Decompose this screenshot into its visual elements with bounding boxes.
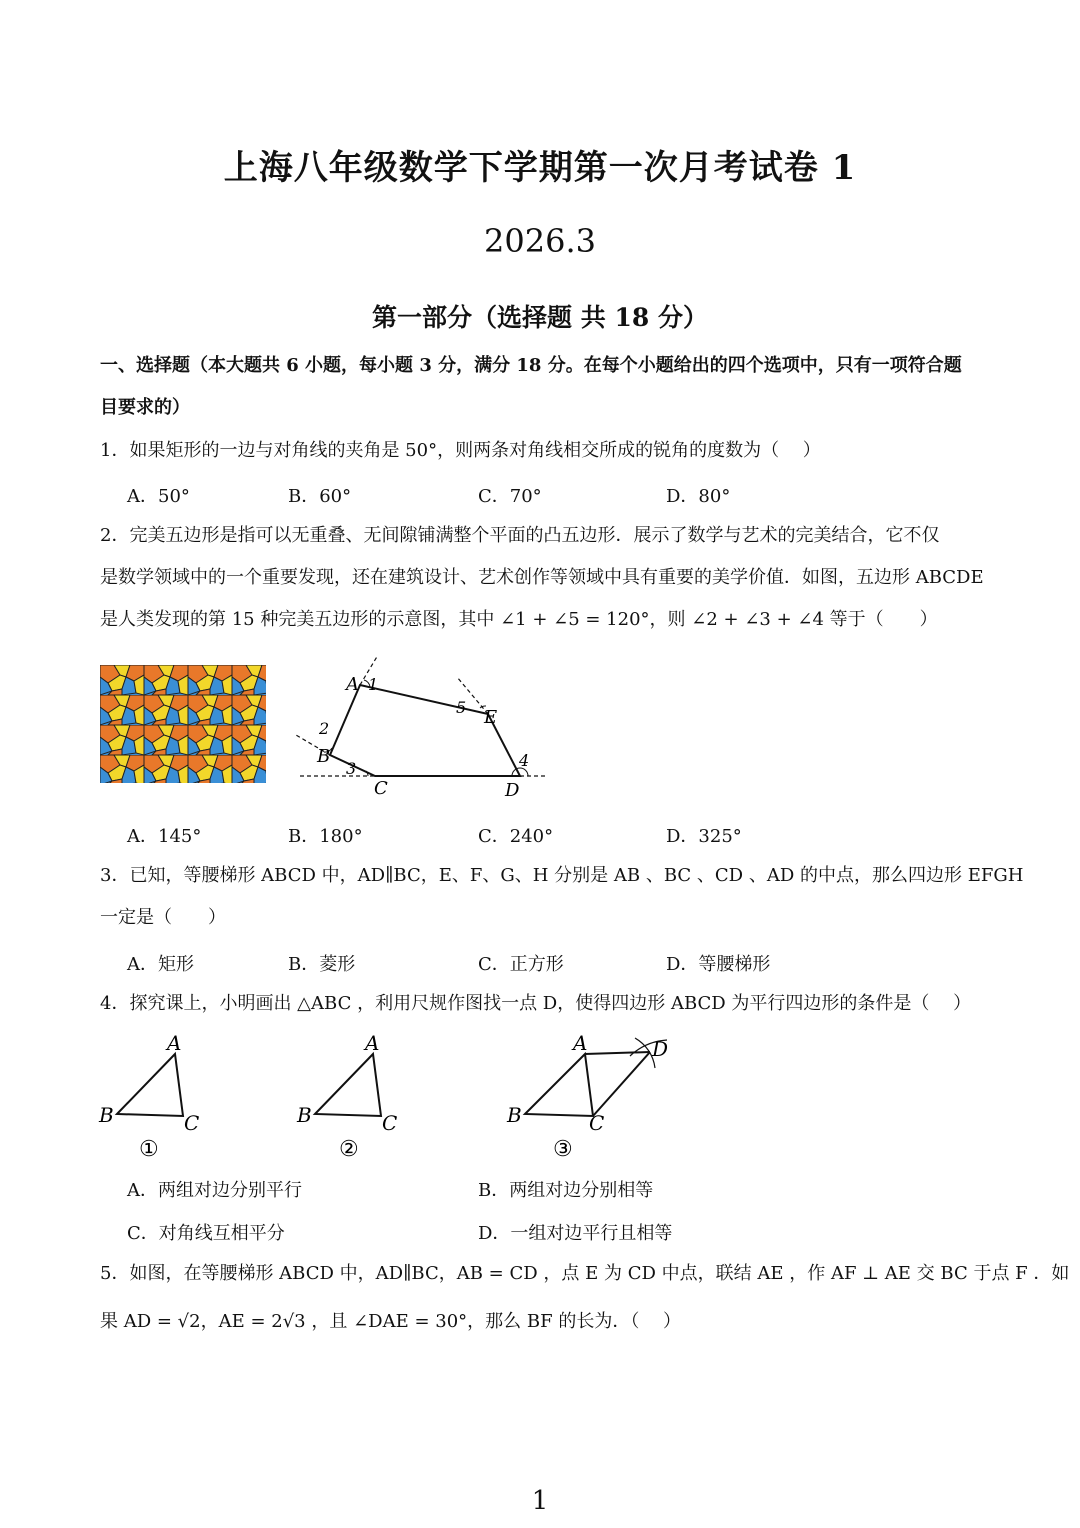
fig3-caption: ③ — [553, 1137, 573, 1162]
page-number: 1 — [531, 1486, 549, 1516]
label-angle-5: 5 — [456, 698, 467, 717]
fig2-caption: ② — [339, 1137, 359, 1162]
q3-option-b[interactable]: B．菱形 — [288, 954, 356, 975]
label-angle-3: 3 — [346, 759, 357, 778]
label-angle-1: 1 — [368, 675, 379, 694]
fig1-label-b: B — [99, 1103, 114, 1127]
q3-option-a[interactable]: A．矩形 — [127, 954, 194, 975]
q4-option-a[interactable]: A．两组对边分别平行 — [127, 1180, 302, 1201]
q4-option-d[interactable]: D．一组对边平行且相等 — [478, 1223, 673, 1244]
fig2-label-c: C — [382, 1111, 398, 1135]
triangle-construction-figures — [95, 1030, 695, 1165]
q3-option-d[interactable]: D．等腰梯形 — [666, 954, 771, 975]
label-a: A — [346, 674, 359, 695]
question-3-line-2: 一定是（ ） — [100, 907, 226, 928]
exam-date: 2026.3 — [484, 222, 596, 260]
exam-title: 上海八年级数学下学期第一次月考试卷 1 — [223, 148, 857, 188]
question-5-line-1: 5．如图，在等腰梯形 ABCD 中，AD∥BC，AB = CD ，点 E 为 CD 中点，联结 AE ，作 AF ⊥ AE 交 BC 于点 F ．如 — [100, 1263, 1070, 1284]
label-d: D — [505, 780, 520, 800]
q1-option-d[interactable]: D．80° — [666, 486, 731, 507]
fig3-label-b: B — [507, 1103, 522, 1127]
question-2-line-3: 是人类发现的第 15 种完美五边形的示意图，其中 ∠1 + ∠5 = 120°，则 ∠2 + ∠3 + ∠4 等于（ ） — [100, 609, 938, 630]
instruction-line-1: 一、选择题（本大题共 6 小题，每小题 3 分，满分 18 分。在每个小题给出的四个选项中，只有一项符合题 — [100, 355, 962, 376]
fig2-label-a: A — [365, 1031, 380, 1055]
question-5-line-2: 果 AD = √2，AE = 2√3 ，且 ∠DAE = 30°，那么 BF 的长为．（ ） — [100, 1311, 682, 1332]
instruction-line-2: 目要求的） — [100, 397, 190, 418]
label-e: E — [484, 707, 498, 728]
q4-option-c[interactable]: C．对角线互相平分 — [127, 1223, 285, 1244]
fig1-caption: ① — [139, 1137, 159, 1162]
question-1-stem: 1．如果矩形的一边与对角线的夹角是 50°，则两条对角线相交所成的锐角的度数为（ ） — [100, 440, 821, 461]
fig3-label-a: A — [573, 1031, 588, 1055]
q2-option-a[interactable]: A．145° — [127, 826, 202, 847]
label-b: B — [317, 746, 331, 767]
pentagon-tiling-image — [100, 665, 266, 783]
pentagon-abcde-figure — [290, 650, 560, 800]
section-heading: 第一部分（选择题 共 18 分） — [372, 303, 708, 332]
q2-option-d[interactable]: D．325° — [666, 826, 742, 847]
question-4-stem: 4．探究课上，小明画出 △ABC ，利用尺规作图找一点 D，使得四边形 ABCD 为平行四边形的条件是（ ） — [100, 993, 972, 1014]
fig1-label-c: C — [184, 1111, 200, 1135]
label-angle-4: 4 — [519, 751, 530, 770]
question-2-line-2: 是数学领域中的一个重要发现，还在建筑设计、艺术创作等领域中具有重要的美学价值．如图，五边形 ABCDE — [100, 567, 984, 588]
q3-option-c[interactable]: C．正方形 — [478, 954, 564, 975]
fig3-label-c: C — [589, 1111, 605, 1135]
q1-option-a[interactable]: A．50° — [127, 486, 190, 507]
fig3-label-d: D — [652, 1037, 669, 1061]
q1-option-c[interactable]: C．70° — [478, 486, 542, 507]
fig1-label-a: A — [167, 1031, 182, 1055]
question-2-line-1: 2．完美五边形是指可以无重叠、无间隙铺满整个平面的凸五边形．展示了数学与艺术的完美结合，它不仅 — [100, 525, 940, 546]
q2-option-b[interactable]: B．180° — [288, 826, 363, 847]
q2-option-c[interactable]: C．240° — [478, 826, 554, 847]
label-c: C — [374, 778, 388, 799]
label-angle-2: 2 — [319, 719, 330, 738]
q1-option-b[interactable]: B．60° — [288, 486, 352, 507]
question-3-line-1: 3．已知，等腰梯形 ABCD 中，AD∥BC，E、F、G、H 分别是 AB 、BC 、CD 、AD 的中点，那么四边形 EFGH — [100, 865, 1024, 886]
fig2-label-b: B — [297, 1103, 312, 1127]
q4-option-b[interactable]: B．两组对边分别相等 — [478, 1180, 654, 1201]
